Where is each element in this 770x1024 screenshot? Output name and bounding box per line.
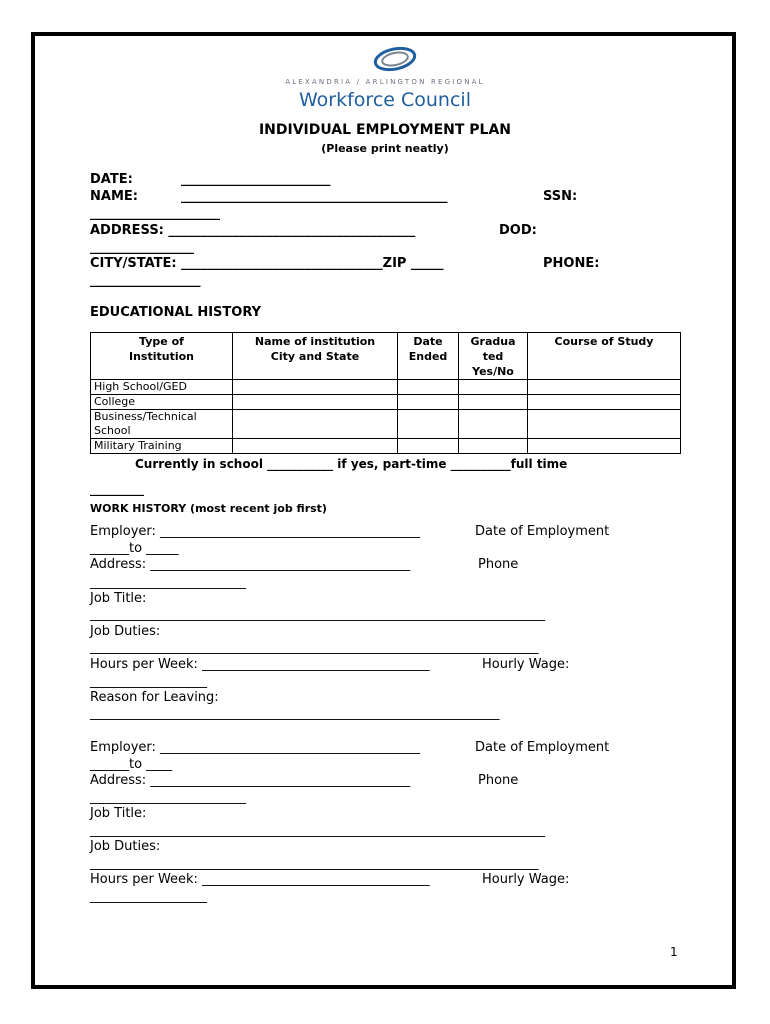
job-title-label: Job Title: xyxy=(90,591,147,606)
education-header-row xyxy=(91,333,681,380)
cell-graduated[interactable] xyxy=(459,380,528,395)
col-header-date-ended: Date Ended xyxy=(398,333,459,380)
employer-address-field[interactable]: Address: ________________________________________ xyxy=(90,557,411,572)
date-label: DATE: xyxy=(90,172,133,187)
dod-field[interactable]: ________________ xyxy=(90,240,194,255)
row-type-business-technical: Business/Technical School xyxy=(91,410,233,439)
currently-in-school-field[interactable]: Currently in school ___________ if yes, part-time __________full time xyxy=(135,457,568,471)
dod-label: DOD: xyxy=(499,223,537,238)
job-duties-label: Job Duties: xyxy=(90,624,161,639)
job-title-field[interactable]: ______________________________________________________________________ xyxy=(90,607,545,622)
hours-per-week-field[interactable]: Hours per Week: ___________________________________ xyxy=(90,872,430,887)
page-number: 1 xyxy=(670,945,678,959)
row-type-military: Military Training xyxy=(91,439,233,454)
cell-institution[interactable] xyxy=(233,395,398,410)
logo-brand: Workforce Council xyxy=(299,89,471,111)
name-field[interactable]: _________________________________________ xyxy=(181,189,448,204)
job-title-field[interactable]: ______________________________________________________________________ xyxy=(90,823,545,838)
logo-tagline: ALEXANDRIA / ARLINGTON REGIONAL xyxy=(285,78,485,86)
job-duties-field[interactable]: _____________________________________________________________________ xyxy=(90,856,539,871)
hourly-wage-label: Hourly Wage: xyxy=(482,657,570,672)
page-title: INDIVIDUAL EMPLOYMENT PLAN xyxy=(258,122,512,138)
education-table xyxy=(90,332,681,454)
row-type-high-school: High School/GED xyxy=(91,380,233,395)
col-header-institution: Name of institution City and State xyxy=(233,333,398,380)
phone-field[interactable]: _________________ xyxy=(90,273,201,288)
date-of-employment-label: Date of Employment xyxy=(475,524,610,539)
table-row xyxy=(91,439,681,454)
cell-institution[interactable] xyxy=(233,439,398,454)
cell-date-ended[interactable] xyxy=(398,380,459,395)
cell-graduated[interactable] xyxy=(459,439,528,454)
city-state-zip-field[interactable]: CITY/STATE: _______________________________ZIP _____ xyxy=(90,256,444,271)
cell-institution[interactable] xyxy=(233,410,398,439)
col-header-course: Course of Study xyxy=(528,333,681,380)
reason-for-leaving-field[interactable]: _______________________________________________________________ xyxy=(90,706,500,721)
col-header-type: Type of Institution xyxy=(91,333,233,380)
ssn-field[interactable]: ____________________ xyxy=(90,206,220,221)
table-row xyxy=(91,395,681,410)
job-duties-label: Job Duties: xyxy=(90,839,161,854)
page-subtitle: (Please print neatly) xyxy=(321,142,449,155)
cell-course[interactable] xyxy=(528,439,681,454)
cell-institution[interactable] xyxy=(233,380,398,395)
employer-phone-field[interactable]: ________________________ xyxy=(90,575,246,590)
employment-dates-field[interactable]: ______to ____ xyxy=(90,757,173,772)
cell-graduated[interactable] xyxy=(459,410,528,439)
employer-phone-field[interactable]: ________________________ xyxy=(90,790,246,805)
address-field[interactable]: ADDRESS: ______________________________________ xyxy=(90,223,416,238)
phone-label: Phone xyxy=(478,773,519,788)
reason-for-leaving-label: Reason for Leaving: xyxy=(90,690,219,705)
col-header-graduated: Gradua ted Yes/No xyxy=(459,333,528,380)
cell-date-ended[interactable] xyxy=(398,395,459,410)
hourly-wage-field[interactable]: __________________ xyxy=(90,674,207,689)
orbit-ring-logo-icon xyxy=(371,44,419,74)
full-time-field[interactable]: _________ xyxy=(90,482,144,496)
hourly-wage-label: Hourly Wage: xyxy=(482,872,570,887)
job-title-label: Job Title: xyxy=(90,806,147,821)
cell-graduated[interactable] xyxy=(459,395,528,410)
phone-label: PHONE: xyxy=(543,256,600,271)
row-type-college: College xyxy=(91,395,233,410)
cell-course[interactable] xyxy=(528,395,681,410)
employer-field[interactable]: Employer: ________________________________________ xyxy=(90,524,421,539)
date-of-employment-label: Date of Employment xyxy=(475,740,610,755)
education-heading: EDUCATIONAL HISTORY xyxy=(90,305,262,320)
work-history-heading: WORK HISTORY (most recent job first) xyxy=(90,502,327,515)
hourly-wage-field[interactable]: __________________ xyxy=(90,889,207,904)
employment-dates-field[interactable]: ______to _____ xyxy=(90,541,179,556)
cell-date-ended[interactable] xyxy=(398,410,459,439)
table-row xyxy=(91,380,681,395)
date-field[interactable]: _______________________ xyxy=(181,172,331,187)
ssn-label: SSN: xyxy=(543,189,578,204)
table-row xyxy=(91,410,681,439)
employer-field[interactable]: Employer: ________________________________________ xyxy=(90,740,421,755)
cell-course[interactable] xyxy=(528,380,681,395)
job-duties-field[interactable]: _____________________________________________________________________ xyxy=(90,640,539,655)
employer-address-field[interactable]: Address: ________________________________________ xyxy=(90,773,411,788)
name-label: NAME: xyxy=(90,189,138,204)
cell-date-ended[interactable] xyxy=(398,439,459,454)
hours-per-week-field[interactable]: Hours per Week: ___________________________________ xyxy=(90,657,430,672)
cell-course[interactable] xyxy=(528,410,681,439)
phone-label: Phone xyxy=(478,557,519,572)
